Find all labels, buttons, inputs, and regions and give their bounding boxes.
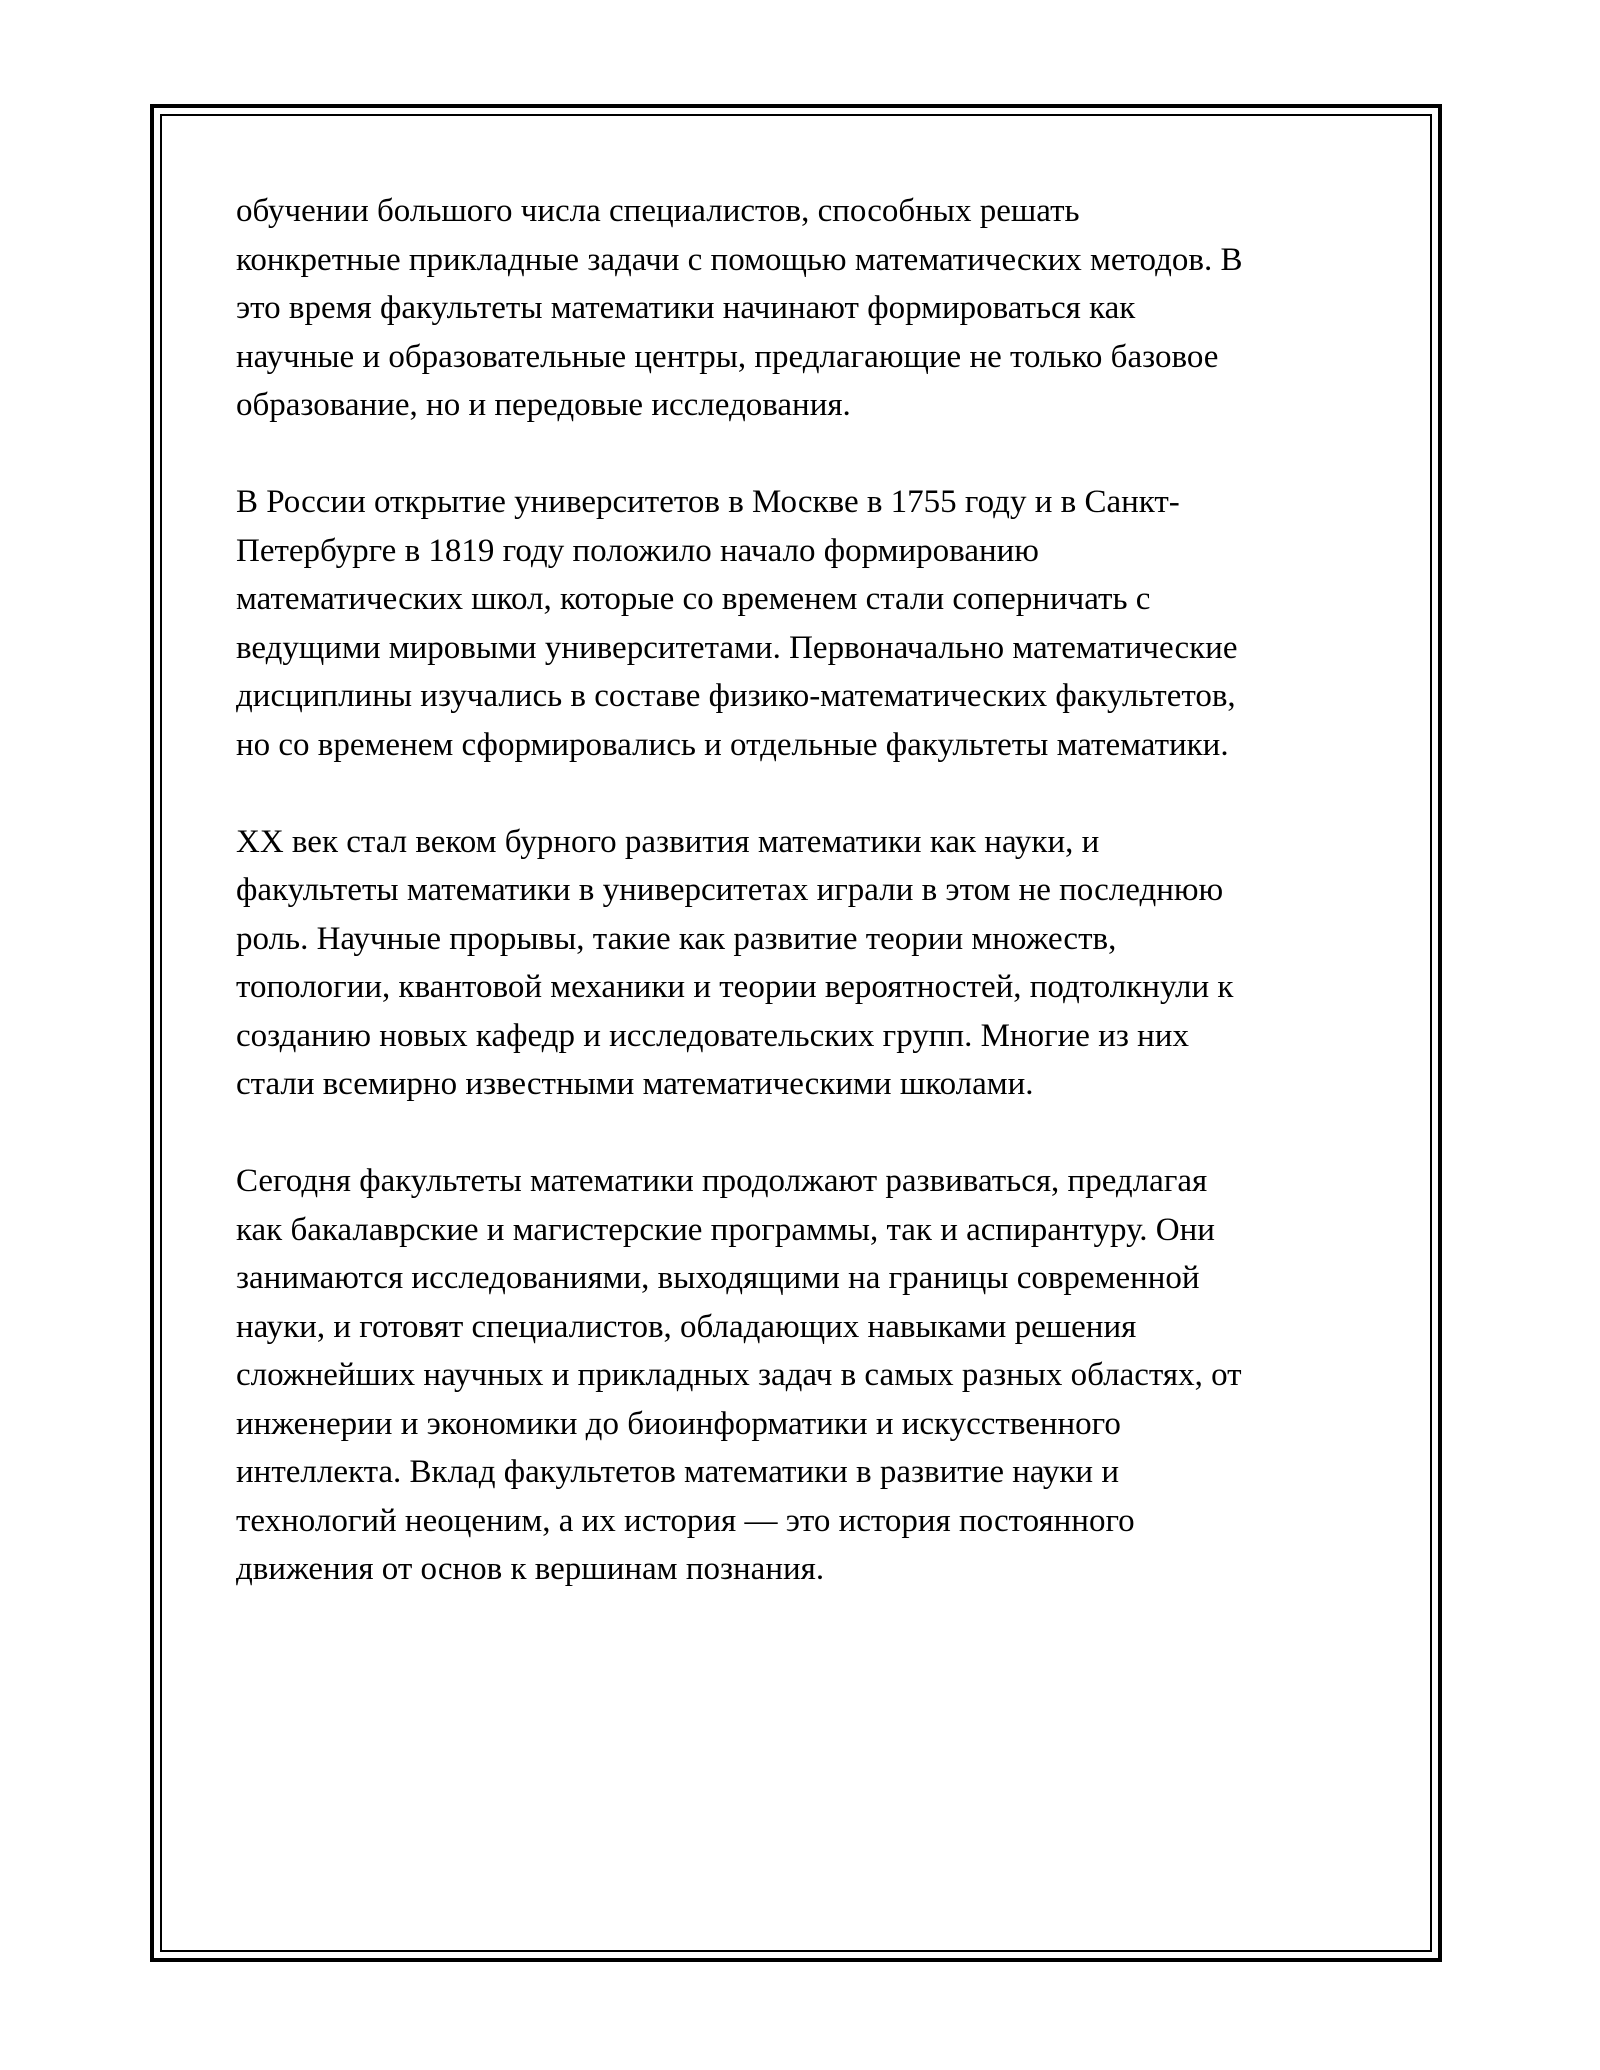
paragraph-3: XX век стал веком бурного развития математики как науки, и факультеты математики в университетах играли в этом не последнюю роль. Научные прорывы, такие как развитие теории множеств, топологии, квантовой механики и теории вероятностей, подтолкнули к созданию новых кафедр и исследовательских групп. Многие из них стали всемирно известными математическими школами. xyxy=(236,823,1234,1102)
paragraph-4: Сегодня факультеты математики продолжают развиваться, предлагая как бакалаврские и магистерские программы, так и аспирантуру. Они занимаются исследованиями, выходящими на границы современной науки, и готовят специалистов, обладающих навыками решения сложнейших научных и прикладных задач в самых разных областях, от инженерии и экономики до биоинформатики и искусственного интеллекта. Вклад факультетов математики в развитие науки и технологий неоценим, а их история — это история постоянного движения от основ к вершинам познания. xyxy=(236,1163,1242,1587)
paragraph-1: обучении большого числа специалистов, способных решать конкретные прикладные задачи с помощью математических методов. В это время факультеты математики начинают формироваться как научные и образовательные центры, предлагающие не только базовое образование, но и передовые исследования. xyxy=(236,193,1243,423)
paragraph-2: В России открытие университетов в Москве в 1755 году и в Санкт- Петербурге в 1819 году положило начало формированию математических школ, которые со временем стали соперничать с ведущими мировыми университетами. Первоначально математические дисциплины изучались в составе физико-математических факультетов, но со временем сформировались и отдельные факультеты математики. xyxy=(236,484,1238,763)
document-body xyxy=(236,187,1376,1642)
